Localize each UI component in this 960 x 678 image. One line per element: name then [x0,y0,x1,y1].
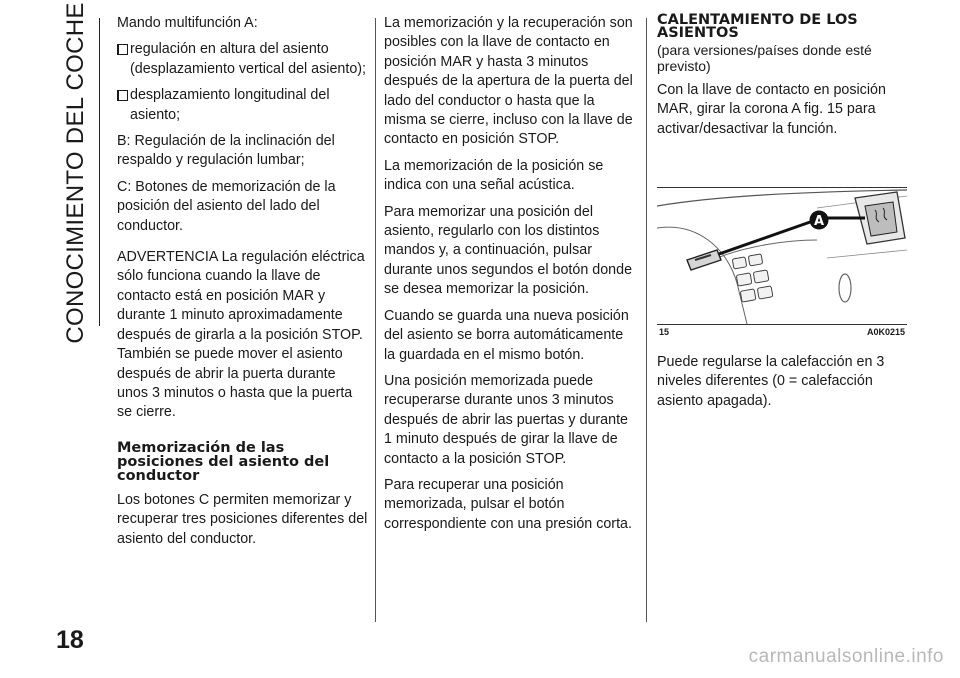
warning-text: ADVERTENCIA La regulación eléctrica sólo funciona cuando la llave de contacto está en posición MAR y durante 1 minuto aproximadamente después de girarla a la posición STOP. También se puede mover el asiento después de abrir la puerta durante unos 3 minutos o hasta que la puerta se cierre. [117,249,365,421]
paragraph: La memorización y la recuperación son posibles con la llave de contacto en posición MAR y hasta 3 minutos después de la apertura de la puerta del lado del conductor o hasta que la misma se cierre, incluso con la llave de contacto en posición STOP. [384,15,633,148]
intro-text: Mando multifunción A: [117,15,258,31]
paragraph: Para recuperar una posición memorizada, pulsar el botón correspondiente con una presión corta. [384,476,632,532]
list-item: regulación en altura del asiento (desplazamiento vertical del asiento); [117,40,369,79]
figure-caption [657,325,907,337]
checkbox-bullet-icon [117,44,128,55]
paragraph-c: C: Botones de memorización de la posición del asiento del lado del conductor. [117,178,336,234]
subtitle-note: (para versiones/países donde esté previsto) [657,42,872,74]
column-2 [384,14,634,541]
figure-15 [657,187,907,337]
checkbox-bullet-icon [117,90,128,101]
callout-label: A [813,214,825,229]
list-item: desplazamiento longitudinal del asiento; [117,86,369,125]
paragraph-memory: Los botones C permiten memorizar y recuperar tres posiciones diferentes del asiento del conductor. [117,491,368,547]
paragraph: Una posición memorizada puede recuperarse durante unos 3 minutos después de abrir las puertas y durante 1 minuto después de girar la llave de contacto a la posición STOP. [384,372,628,467]
figure-code: A0K0215 [866,327,905,337]
seat-heating-control-illustration [657,188,907,324]
paragraph: Para memorizar una posición del asiento, regularlo con los distintos mandos y, a continuación, pulsar durante unos segundos el botón donde se desea memorizar la posición. [384,203,633,298]
paragraph: Cuando se guarda una nueva posición del asiento se borra automáticamente la guardada en el mismo botón. [384,307,629,363]
column-divider-1 [375,18,376,622]
sidebar-rule [99,18,100,326]
column-divider-2 [646,18,647,622]
paragraph: La memorización de la posición se indica con una señal acústica. [384,157,604,194]
section-title-vertical [50,2,102,344]
watermark: carmanualsonline.info [748,646,944,667]
column-3 [657,14,907,146]
column-3-continued [657,353,907,411]
figure-number: 15 [659,327,670,337]
paragraph-levels: Puede regularse la calefacción en 3 niveles diferentes (0 = calefacción asiento apagada). [657,354,885,409]
column-1 [117,14,369,556]
page-number: 18 [56,626,84,654]
paragraph-b: B: Regulación de la inclinación del respaldo y regulación lumbar; [117,133,335,169]
section-heading-memory: Memorización de las posiciones del asiento del conductor [117,439,330,484]
section-heading-heating: CALENTAMIENTO DE LOS ASIENTOS [657,12,858,41]
paragraph-heating: Con la llave de contacto en posición MAR, girar la corona A fig. 15 para activar/desactivar la función. [657,82,886,137]
section-title-text: CONOCIMIENTO DEL COCHE [62,2,89,344]
